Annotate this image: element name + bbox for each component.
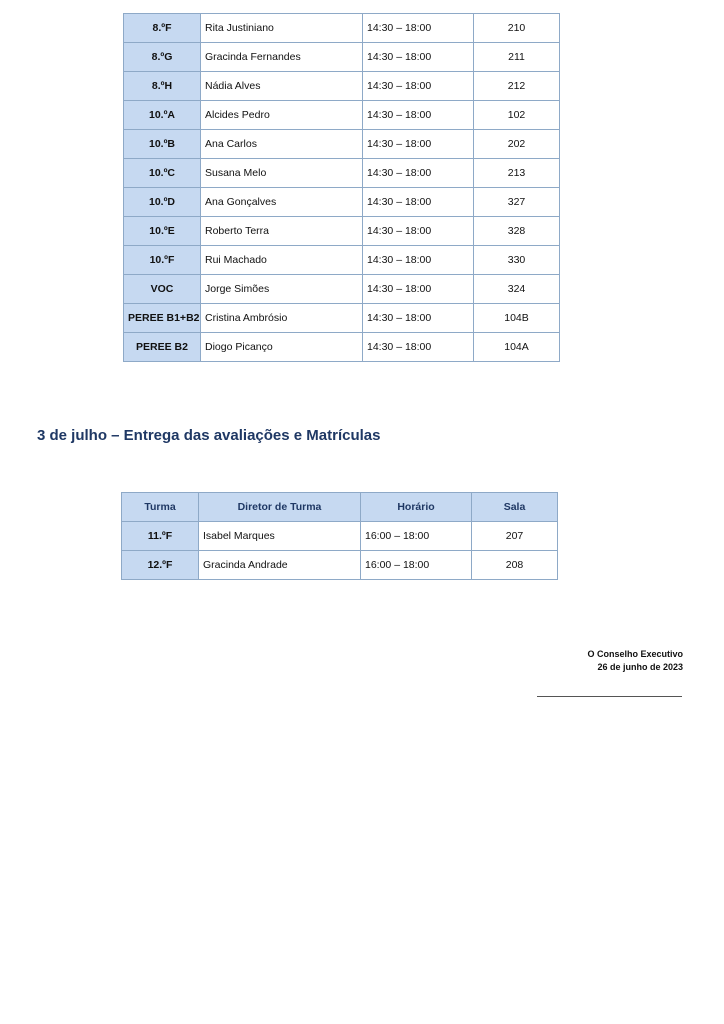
sala-cell: 213 bbox=[474, 159, 560, 188]
table-row bbox=[122, 551, 558, 580]
table-row bbox=[124, 275, 560, 304]
table-row bbox=[124, 333, 560, 362]
header-sala: Sala bbox=[472, 493, 558, 522]
signature-date: 26 de junho de 2023 bbox=[597, 662, 683, 672]
horario-cell: 14:30 – 18:00 bbox=[363, 275, 474, 304]
diretor-cell: Gracinda Andrade bbox=[199, 551, 361, 580]
horario-cell: 14:30 – 18:00 bbox=[363, 43, 474, 72]
diretor-cell: Alcides Pedro bbox=[201, 101, 363, 130]
sala-cell: 104A bbox=[474, 333, 560, 362]
sala-cell: 327 bbox=[474, 188, 560, 217]
turma-cell: 10.ºD bbox=[124, 188, 201, 217]
horario-cell: 14:30 – 18:00 bbox=[363, 14, 474, 43]
turma-cell: 8.ºG bbox=[124, 43, 201, 72]
table-row bbox=[124, 43, 560, 72]
delivery-table-body bbox=[122, 522, 558, 580]
table-row bbox=[124, 159, 560, 188]
horario-cell: 16:00 – 18:00 bbox=[361, 551, 472, 580]
table-row bbox=[124, 188, 560, 217]
sala-cell: 210 bbox=[474, 14, 560, 43]
header-horario: Horário bbox=[361, 493, 472, 522]
sala-cell: 207 bbox=[472, 522, 558, 551]
diretor-cell: Rita Justiniano bbox=[201, 14, 363, 43]
horario-cell: 14:30 – 18:00 bbox=[363, 246, 474, 275]
turma-cell: PEREE B2 bbox=[124, 333, 201, 362]
signature-block bbox=[587, 648, 683, 674]
horario-cell: 14:30 – 18:00 bbox=[363, 159, 474, 188]
diretor-cell: Roberto Terra bbox=[201, 217, 363, 246]
turma-cell: 8.ºF bbox=[124, 14, 201, 43]
turma-cell: 12.ºF bbox=[122, 551, 199, 580]
table-row bbox=[124, 72, 560, 101]
sala-cell: 202 bbox=[474, 130, 560, 159]
table-row bbox=[124, 130, 560, 159]
diretor-cell: Susana Melo bbox=[201, 159, 363, 188]
diretor-cell: Diogo Picanço bbox=[201, 333, 363, 362]
table-row bbox=[124, 101, 560, 130]
sala-cell: 328 bbox=[474, 217, 560, 246]
sala-cell: 212 bbox=[474, 72, 560, 101]
turma-cell: 10.ºE bbox=[124, 217, 201, 246]
horario-cell: 14:30 – 18:00 bbox=[363, 72, 474, 101]
diretor-cell: Isabel Marques bbox=[199, 522, 361, 551]
turma-cell: 10.ºA bbox=[124, 101, 201, 130]
turma-cell: PEREE B1+B2 bbox=[124, 304, 201, 333]
table-row bbox=[122, 522, 558, 551]
horario-cell: 14:30 – 18:00 bbox=[363, 130, 474, 159]
diretor-cell: Ana Carlos bbox=[201, 130, 363, 159]
table-row bbox=[124, 14, 560, 43]
turma-cell: 10.ºB bbox=[124, 130, 201, 159]
delivery-table-header-row bbox=[122, 493, 558, 522]
diretor-cell: Jorge Simões bbox=[201, 275, 363, 304]
section-heading: 3 de julho – Entrega das avaliações e Matrículas bbox=[37, 427, 381, 444]
turma-cell: VOC bbox=[124, 275, 201, 304]
header-turma: Turma bbox=[122, 493, 199, 522]
sala-cell: 208 bbox=[472, 551, 558, 580]
diretor-cell: Rui Machado bbox=[201, 246, 363, 275]
diretor-cell: Nádia Alves bbox=[201, 72, 363, 101]
signature-issuer: O Conselho Executivo bbox=[587, 649, 683, 659]
diretor-cell: Gracinda Fernandes bbox=[201, 43, 363, 72]
table-row bbox=[124, 304, 560, 333]
sala-cell: 104B bbox=[474, 304, 560, 333]
turma-cell: 11.ºF bbox=[122, 522, 199, 551]
signature-line bbox=[537, 696, 682, 697]
turma-cell: 10.ºF bbox=[124, 246, 201, 275]
turma-cell: 10.ºC bbox=[124, 159, 201, 188]
horario-cell: 14:30 – 18:00 bbox=[363, 304, 474, 333]
horario-cell: 16:00 – 18:00 bbox=[361, 522, 472, 551]
table-row bbox=[124, 246, 560, 275]
diretor-cell: Ana Gonçalves bbox=[201, 188, 363, 217]
table-row bbox=[124, 217, 560, 246]
sala-cell: 330 bbox=[474, 246, 560, 275]
turma-cell: 8.ºH bbox=[124, 72, 201, 101]
horario-cell: 14:30 – 18:00 bbox=[363, 217, 474, 246]
schedule-table-body bbox=[124, 14, 560, 362]
sala-cell: 324 bbox=[474, 275, 560, 304]
horario-cell: 14:30 – 18:00 bbox=[363, 101, 474, 130]
horario-cell: 14:30 – 18:00 bbox=[363, 333, 474, 362]
schedule-table bbox=[123, 13, 560, 362]
header-diretor: Diretor de Turma bbox=[199, 493, 361, 522]
sala-cell: 211 bbox=[474, 43, 560, 72]
horario-cell: 14:30 – 18:00 bbox=[363, 188, 474, 217]
diretor-cell: Cristina Ambrósio bbox=[201, 304, 363, 333]
sala-cell: 102 bbox=[474, 101, 560, 130]
delivery-table bbox=[121, 492, 558, 580]
